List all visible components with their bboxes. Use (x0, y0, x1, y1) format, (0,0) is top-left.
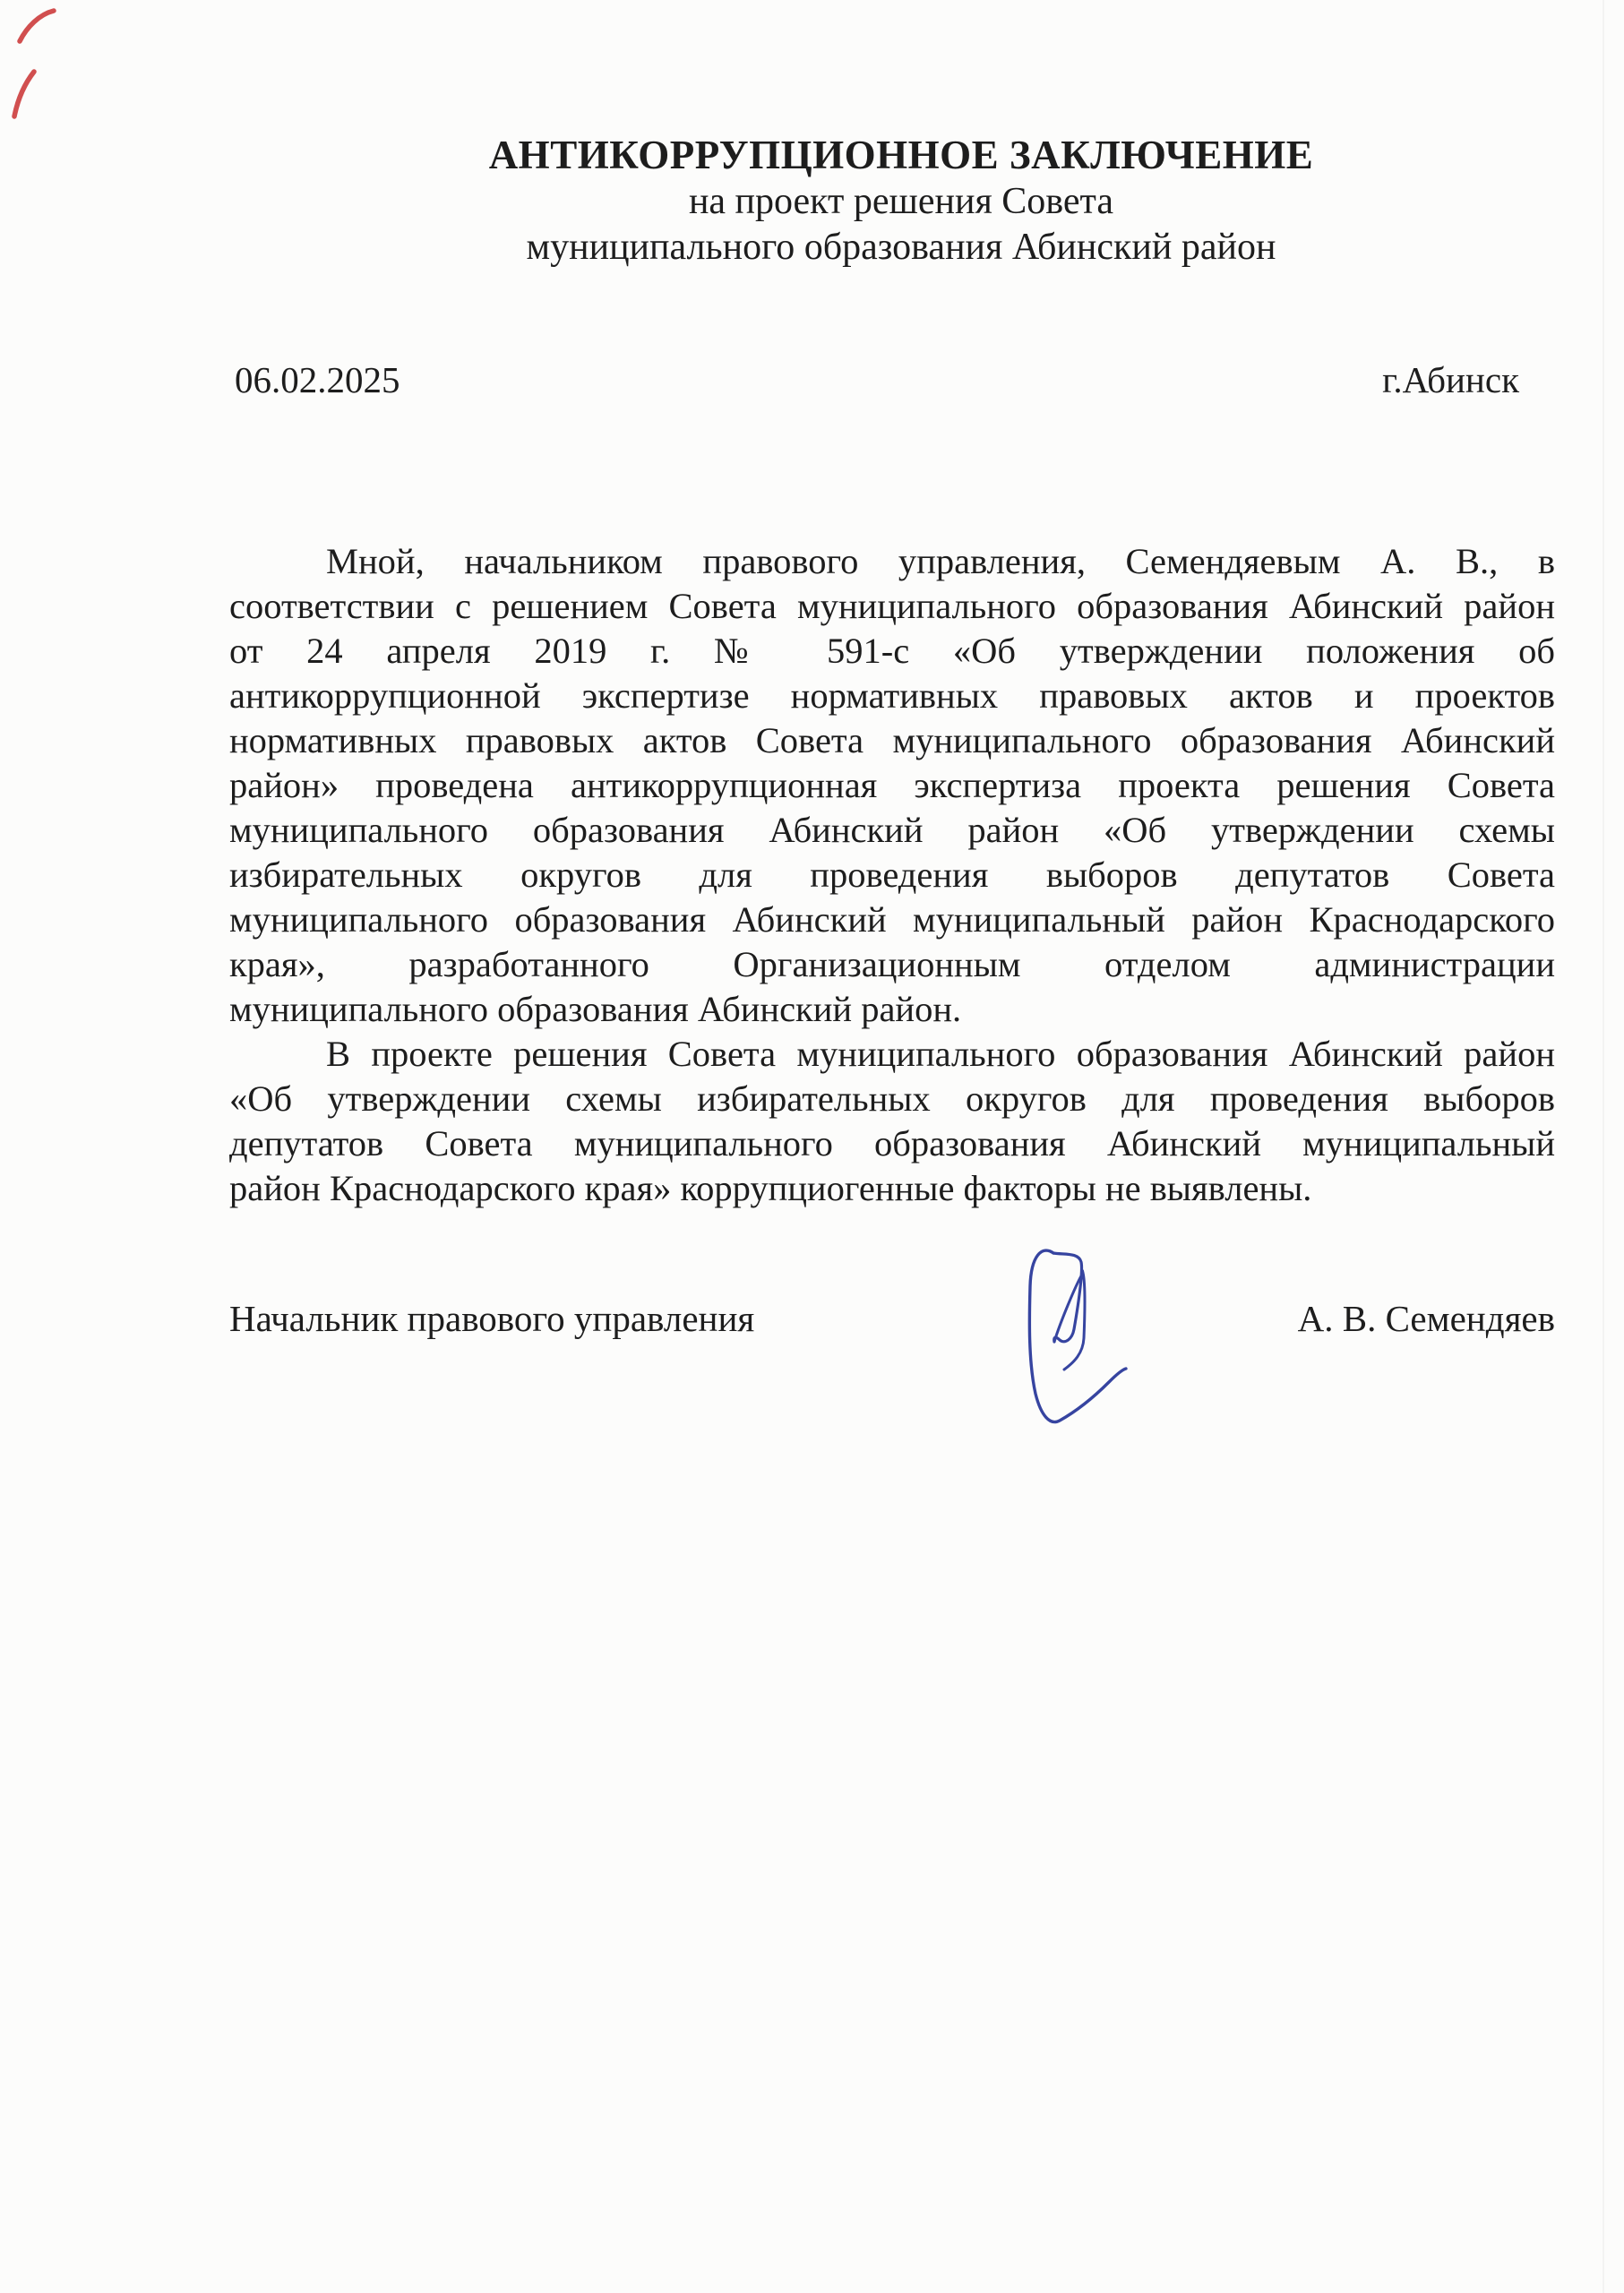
paragraph-line: муниципального образования Абинский район. (229, 989, 962, 1029)
paragraph-line: район Краснодарского края» коррупциогенные факторы не выявлены. (229, 1168, 1312, 1208)
paragraph-line: «Об утверждении схемы избирательных округов для проведения выборов (229, 1078, 1555, 1119)
paragraph-line: депутатов Совета муниципального образования Абинский муниципальный (229, 1123, 1555, 1164)
document-title-block (238, 131, 1564, 271)
paragraph-line: антикоррупционной экспертизе нормативных правовых актов и проектов (229, 675, 1555, 716)
signature-row (229, 1295, 1555, 1342)
document-body (229, 539, 1555, 1211)
paragraph-line: муниципального образования Абинский район «Об утверждении схемы (229, 810, 1555, 850)
paragraph-line: нормативных правовых актов Совета муниципального образования Абинский (229, 720, 1555, 760)
signer-position-title: Начальник правового управления (229, 1298, 755, 1339)
paragraph-line: избирательных округов для проведения выборов депутатов Совета (229, 855, 1555, 895)
date-place-row (235, 356, 1560, 403)
paragraph-line: края», разработанного Организационным отделом администрации (229, 944, 1555, 984)
handwritten-signature-ink-icon (1024, 1243, 1133, 1430)
signer-name: А. В. Семендяев (1297, 1298, 1555, 1339)
document-subtitle-line1: на проект решения Совета (688, 181, 1114, 222)
red-pen-marks-icon (7, 4, 70, 125)
document-subtitle-line2: муниципального образования Абинский район (526, 227, 1276, 268)
paragraph-line: Мной, начальником правового управления, Семендяевым А. В., в (326, 541, 1555, 581)
paragraph-line: муниципального образования Абинский муниципальный район Краснодарского (229, 899, 1555, 940)
document-title: АНТИКОРРУПЦИОННОЕ ЗАКЛЮЧЕНИЕ (488, 133, 1314, 177)
paragraph-line: район» проведена антикоррупционная экспертиза проекта решения Совета (229, 765, 1555, 805)
paragraph-line: В проекте решения Совета муниципального образования Абинский район (326, 1034, 1555, 1074)
document-date: 06.02.2025 (235, 359, 400, 400)
paragraph-line: от 24 апреля 2019 г. № 591-с «Об утверждении положения об (229, 631, 1555, 671)
paragraph-line: соответствии с решением Совета муниципального образования Абинский район (229, 586, 1555, 626)
document-place: г.Абинск (1382, 359, 1519, 400)
